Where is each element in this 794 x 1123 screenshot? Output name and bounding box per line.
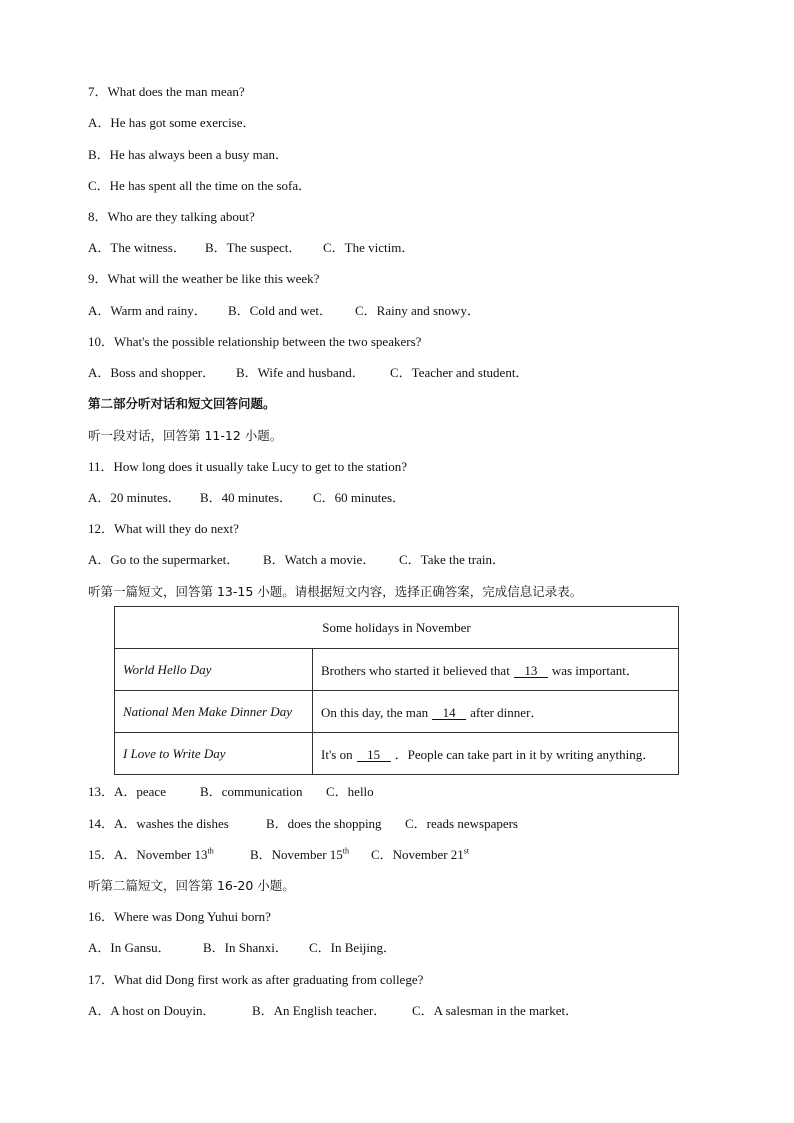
q8-options (88, 240, 414, 256)
q14-option-a: 14．A．washes the dishes (88, 816, 229, 831)
q7-option-c: C．He has spent all the time on the sofa． (88, 178, 312, 193)
q17-options (88, 1003, 578, 1019)
q13-options (88, 784, 374, 800)
q10-option-b: B．Wife and husband． (236, 365, 365, 380)
q13-option-c: C．hello (326, 784, 374, 799)
q16-option-a: A．In Gansu． (88, 940, 171, 955)
q11-option-c: C．60 minutes． (313, 490, 406, 505)
holiday-detail: It's on 15 ．People can take part in it by writing anything． (313, 733, 679, 775)
q8-option-c: C．The victim． (323, 240, 415, 255)
q12-option-b: B．Watch a movie． (263, 552, 376, 567)
q9-stem: 9．What will the weather be like this week? (88, 271, 320, 286)
dialog-intro: 听一段对话，回答第 11-12 小题。 (88, 428, 283, 443)
q15-option-b: B．November 15th (250, 846, 350, 862)
answer-blank: 13 (514, 664, 548, 678)
holiday-name: National Men Make Dinner Day (115, 691, 313, 733)
q14-option-c: C．reads newspapers (405, 816, 518, 831)
q17-option-c: C．A salesman in the market． (412, 1003, 579, 1018)
q8-option-a: A．The witness． (88, 240, 186, 255)
q13-option-b: B．communication (200, 784, 303, 799)
holiday-detail: Brothers who started it believed that 13 was important． (313, 649, 679, 691)
q13-option-a: 13．A．peace (88, 784, 166, 799)
q10-option-a: A．Boss and shopper． (88, 365, 216, 380)
q12-stem: 12．What will they do next? (88, 521, 239, 536)
q14-options (88, 816, 518, 832)
q14-option-b: B．does the shopping (266, 816, 382, 831)
answer-blank: 15 (357, 748, 391, 762)
part2-heading: 第二部分听对话和短文回答问题。 (88, 396, 276, 411)
passage1-intro: 听第一篇短文，回答第 13-15 小题。请根据短文内容，选择正确答案，完成信息记录表。 (88, 584, 583, 599)
q11-option-b: B．40 minutes． (200, 490, 293, 505)
q15-option-a: 15．A．November 13th (88, 846, 214, 862)
q17-option-a: A．A host on Douyin． (88, 1003, 216, 1018)
answer-blank: 14 (432, 706, 466, 720)
q10-options (88, 365, 528, 381)
q11-options (88, 490, 405, 506)
q10-stem: 10．What's the possible relationship between the two speakers? (88, 334, 422, 349)
q16-option-c: C．In Beijing． (309, 940, 397, 955)
q10-option-c: C．Teacher and student． (390, 365, 529, 380)
q12-option-a: A．Go to the supermarket． (88, 552, 240, 567)
q9-option-b: B．Cold and wet． (228, 303, 332, 318)
q7-stem: 7．What does the man mean? (88, 84, 245, 99)
holiday-detail: On this day, the man 14 after dinner． (313, 691, 679, 733)
q8-stem: 8．Who are they talking about? (88, 209, 255, 224)
holiday-name: World Hello Day (115, 649, 313, 691)
table-row (115, 649, 679, 691)
q11-option-a: A．20 minutes． (88, 490, 181, 505)
q8-option-b: B．The suspect． (205, 240, 302, 255)
q12-options (88, 552, 505, 568)
q7-option-a: A．He has got some exercise． (88, 115, 256, 130)
q15-options (88, 847, 469, 863)
table-header-row (115, 607, 679, 649)
q12-option-c: C．Take the train． (399, 552, 505, 567)
q9-options (88, 303, 480, 319)
q7-option-b: B．He has always been a busy man． (88, 147, 289, 162)
q16-stem: 16．Where was Dong Yuhui born? (88, 909, 271, 924)
table-row (115, 691, 679, 733)
q17-stem: 17．What did Dong first work as after graduating from college? (88, 972, 424, 987)
q15-option-c: C．November 21st (371, 846, 470, 862)
table-row (115, 733, 679, 775)
passage2-intro: 听第二篇短文，回答第 16-20 小题。 (88, 878, 295, 893)
q9-option-c: C．Rainy and snowy． (355, 303, 480, 318)
q16-option-b: B．In Shanxi． (203, 940, 288, 955)
q11-stem: 11．How long does it usually take Lucy to get to the station? (88, 459, 408, 474)
q9-option-a: A．Warm and rainy． (88, 303, 207, 318)
holiday-info-table (114, 606, 679, 775)
q16-options (88, 940, 396, 956)
table-title: Some holidays in November (115, 607, 679, 649)
q17-option-b: B．An English teacher． (252, 1003, 387, 1018)
holiday-name: I Love to Write Day (115, 733, 313, 775)
